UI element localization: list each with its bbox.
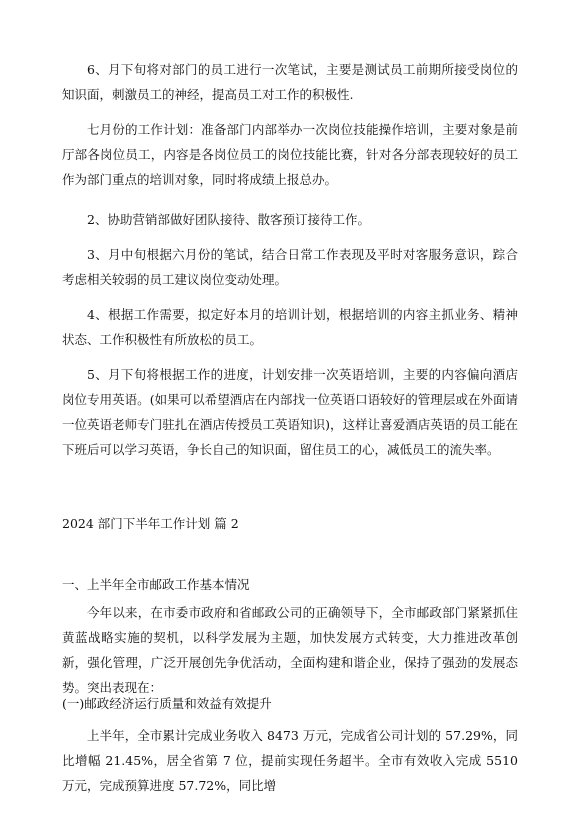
section-heading-1: 一、上半年全市邮政工作基本情况 xyxy=(62,577,250,592)
paragraph-item-3: 3、月中旬根据六月份的笔试，结合日常工作表现及平时对客服务意识，踪合考虑相关较弱的员工建议岗位变动处理。 xyxy=(62,247,518,287)
paragraph-item-6: 6、月下旬将对部门的员工进行一次笔试，主要是测试员工前期所接受岗位的知识面，刺激员工的神经，提高员工对工作的积极性. xyxy=(62,62,518,102)
section-title: 2024 部门下半年工作计划 篇 2 xyxy=(62,516,239,531)
paragraph-july-plan: 七月份的工作计划：准备部门内部举办一次岗位技能操作培训，主要对象是前厅部各岗位员工，内容是各岗位员工的岗位技能比赛，针对各分部表现较好的员工作为部门重点的培训对象，同时将成绩上报总办。 xyxy=(62,122,518,187)
paragraph-item-2: 2、协助营销部做好团队接待、散客预订接待工作。 xyxy=(87,212,370,227)
paragraph-item-5: 5、月下旬将根据工作的进度，计划安排一次英语培训，主要的内容偏向酒店岗位专用英语。(如果可以希望酒店在内部找一位英语口语较好的管理层或在外面请一位英语老师专门驻扎在酒店传授员工英语知识)，这样让喜爱酒店英语的员工能在下班后可以学习英语，争长自己的知识面，留住员工的心，减低员工的流失率。 xyxy=(62,367,518,457)
paragraph-item-4: 4、根据工作需要，拟定好本月的培训计划，根据培训的内容主抓业务、精神状态、工作积极性有所放松的员工。 xyxy=(62,307,518,347)
section-body-1: 今年以来，在市委市政府和省邮政公司的正确领导下，全市邮政部门紧紧抓住黄蓝战略实施的契机，以科学发展为主题，加快发展方式转变，大力推进改革创新，强化管理，广泛开展创先争优活动，全面构建和谐企业，保持了强劲的发展态势。突出表现在： xyxy=(62,605,518,695)
subsection-heading: (一)邮政经济运行质量和效益有效提升 xyxy=(62,696,272,711)
subsection-body: 上半年，全市累计完成业务收入 8473 万元，完成省公司计划的 57.29%，同比增幅 21.45%，居全省第 7 位，提前实现任务超半。全市有效收入完成 5510 万元，完成预算进度 57.72%，同比增 xyxy=(62,728,518,793)
